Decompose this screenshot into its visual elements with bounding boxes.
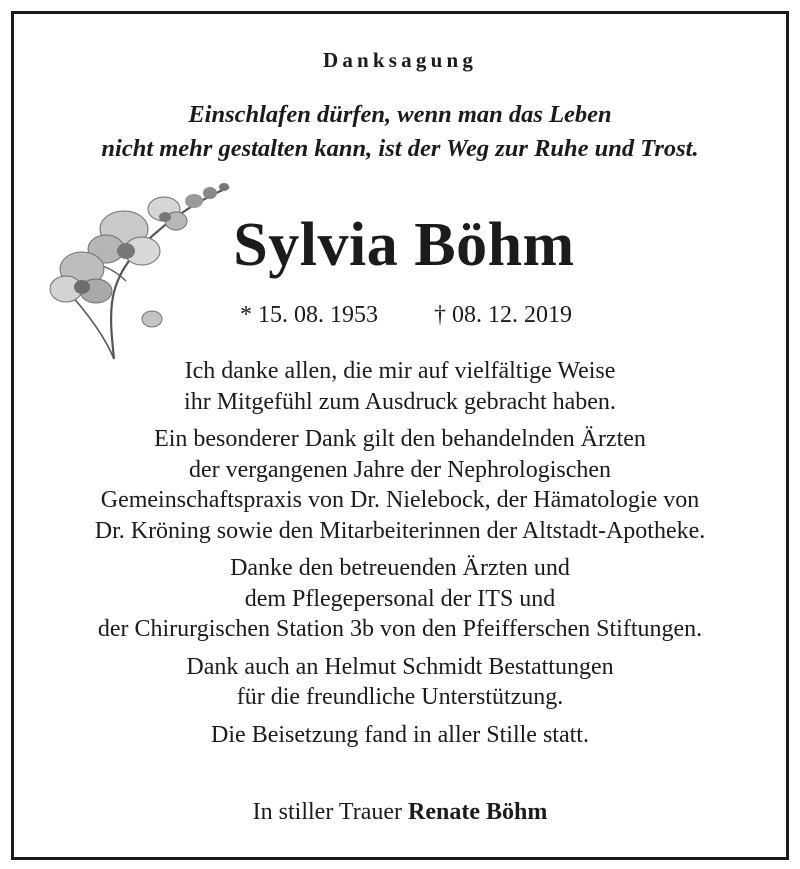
quote: [14, 98, 786, 166]
closing-prefix: In stiller Trauer: [252, 799, 402, 825]
text-line: Die Beisetzung fand in aller Stille statt.: [211, 721, 589, 748]
life-dates: [14, 300, 786, 330]
text-line: Gemeinschaftspraxis von Dr. Nielebock, der Hämatologie von: [100, 487, 700, 513]
paragraph: [14, 720, 786, 751]
text-line: ihr Mitgefühl zum Ausdruck gebracht haben.: [184, 388, 616, 415]
text-line: der Chirurgischen Station 3b von den Pfeifferschen Stiftungen.: [97, 616, 703, 642]
text-line: Dank auch an Helmut Schmidt Bestattungen: [186, 653, 614, 680]
text-line: Danke den betreuenden Ärzten und: [230, 555, 570, 581]
thanks-text: [14, 356, 786, 757]
text-line: dem Pflegepersonal der ITS und: [244, 585, 556, 612]
mourner-name: Renate Böhm: [408, 799, 548, 825]
death-date: † 08. 12. 2019: [434, 302, 572, 328]
obituary-card: [11, 11, 789, 860]
text-line: Dr. Kröning sowie den Mitarbeiterinnen der Altstadt-Apotheke.: [94, 517, 706, 544]
text-line: Ein besonderer Dank gilt den behandelnden Ärzten: [154, 426, 646, 452]
deceased-name: Sylvia Böhm: [233, 211, 575, 279]
closing-signature: [14, 797, 786, 827]
heading: Danksagung: [322, 48, 478, 72]
text-line: Ich danke allen, die mir auf vielfältige Weise: [184, 358, 616, 384]
paragraph: [14, 652, 786, 713]
paragraph: [14, 553, 786, 645]
text-line: der vergangenen Jahre der Nephrologischen: [188, 456, 612, 483]
quote-line: Einschlafen dürfen, wenn man das Leben: [188, 101, 612, 128]
birth-date: * 15. 08. 1953: [240, 302, 378, 328]
quote-line: nicht mehr gestalten kann, ist der Weg zur Ruhe und Trost.: [101, 135, 699, 162]
text-line: für die freundliche Unterstützung.: [236, 684, 564, 710]
paragraph: [14, 424, 786, 546]
paragraph: [14, 356, 786, 417]
